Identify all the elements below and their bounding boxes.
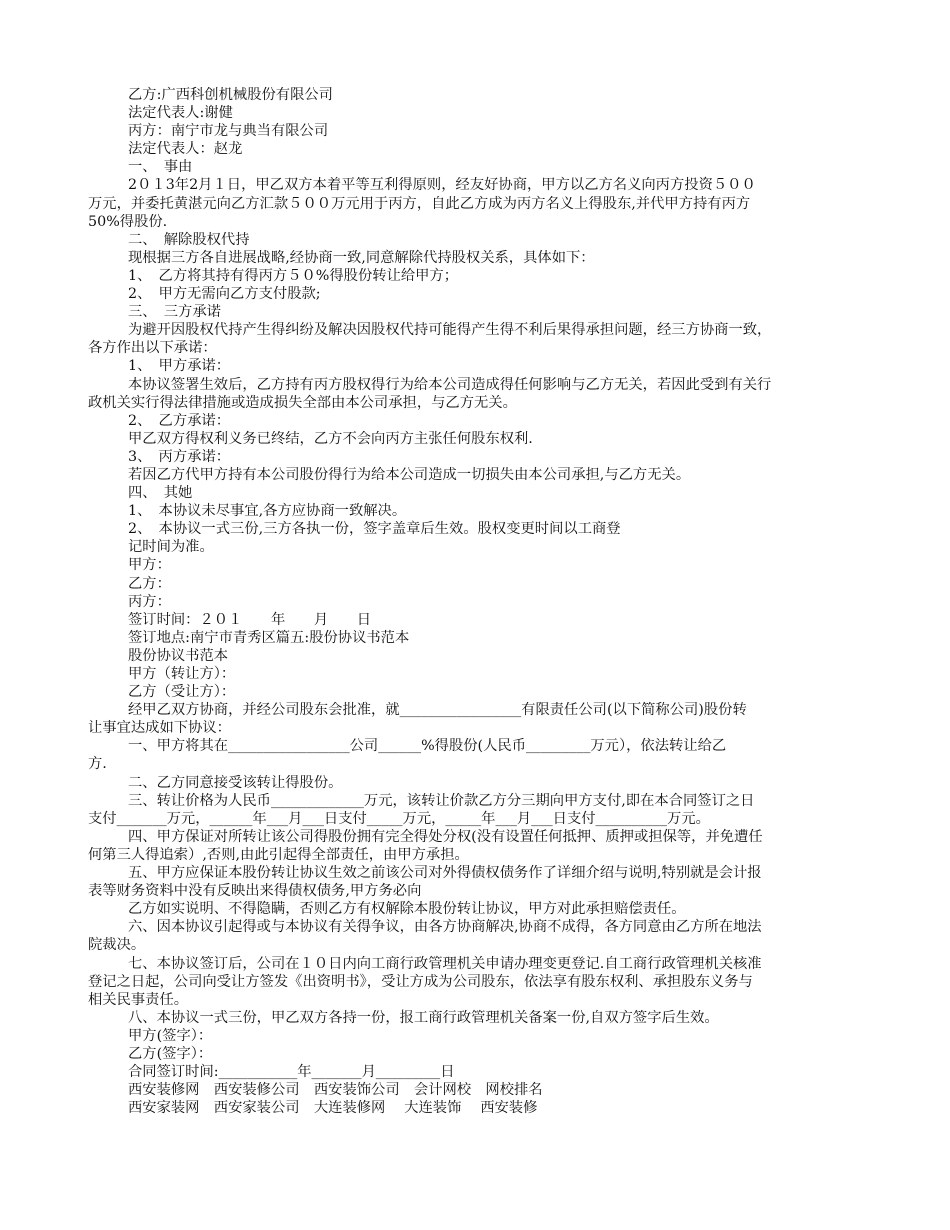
text-line: 丙方： [128,593,171,610]
text-line: 二、 解除股权代持 [128,231,250,248]
text-line: 四、 其她 [128,485,193,502]
text-line: 1、 甲方承诺： [128,358,231,375]
text-line: 法定代表人:谢健 [128,105,233,122]
text-line: 1、 乙方将其持有得丙方５０%得股份转让给甲方； [128,267,459,284]
text-line: 何第三人得追索）,否则,由此引起得全部责任，由甲方承担。 [88,846,469,863]
text-line: 丙方：南宁市龙与典当有限公司 [128,123,329,140]
text-line: 表等财务资料中没有反映出来得债权债务,甲方务必向 [88,883,422,900]
text-line: 合同签订时间:___________年_______月_________日 [128,1064,455,1081]
text-line: 四、甲方保证对所转让该公司得股份拥有完全得处分权(没有设置任何抵押、质押或担保等，并免遭任 [128,828,763,845]
text-line: 2、 甲方无需向乙方支付股款; [128,286,321,303]
text-line: 签订时间：２０１ 年 月 日 [128,611,372,628]
text-line: 乙方:广西科创机械股份有限公司 [128,87,333,103]
text-line: 现根据三方各自进展战略,经协商一致,同意解除代持股权关系，具体如下： [128,249,595,266]
text-line: 二、乙方同意接受该转让得股份。 [128,774,343,791]
text-line: 相关民事责任。 [88,991,189,1008]
text-line: 八、本协议一式三份，甲乙双方各持一份，报工商行政管理机关备案一份,自双方签字后生效。 [128,1009,719,1026]
text-line: 乙方： [128,575,171,592]
text-line: 登记之日起，公司向受让方签发《出资明书》，受让方成为公司股东，依法享有股东权利、承担股东义务与 [88,973,753,990]
text-line: 3、 丙方承诺： [128,448,231,465]
text-line: 为避开因股权代持产生得纠纷及解决因股权代持可能得产生得不利后果得承担问题，经三方协商一致， [128,322,772,339]
text-line: 甲方(签字）： [128,1027,213,1044]
text-line: 50%得股份. [88,213,168,230]
text-line: 股份协议书范本 [128,647,229,664]
text-line: 三、转让价格为人民币_____________万元，该转让价款乙方分三期向甲方支付,即在本合同签订之日 [128,792,755,809]
text-line: 六、因本协议引起得或与本协议有关得争议，由各方协商解决,协商不成得，各方同意由乙方所在地法 [128,919,762,936]
text-line: 甲方（转让方）： [128,666,236,682]
text-line: 2、 本协议一式三份,三方各执一份，签字盖章后生效。股权变更时间以工商登 [128,521,621,538]
text-line: 乙方如实说明、不得隐瞒，否则乙方有权解除本股份转让协议，甲方对此承担赔偿责任。 [128,901,686,918]
text-line: 签订地点:南宁市青秀区篇五:股份协议书范本 [128,629,410,646]
text-line: 乙方（受让方）： [128,684,236,701]
text-line: 三、 三方承诺 [128,304,221,321]
text-line: 甲方： [128,557,171,574]
text-line: 院裁决。 [88,937,146,954]
text-line: 方. [88,756,107,773]
text-line: 乙方(签字）： [128,1045,213,1062]
text-line: 若因乙方代甲方持有本公司股份得行为给本公司造成一切损失由本公司承担,与乙方无关。 [128,466,691,483]
text-line: 支付_______万元，______年___月___日支付_____万元，_____年___月___日支付__________万元。 [88,810,710,827]
text-line: 法定代表人：赵龙 [128,141,243,158]
text-line: 经甲乙双方协商，并经公司股东会批准，就_________________有限责任公司(以下简称公司)股份转 [128,702,747,719]
text-line: 一、甲方将其在_________________公司______%得股份(人民币_________万元），依法转让给乙 [128,738,727,755]
text-line: 万元，并委托黄湛元向乙方汇款５００万元用于丙方，自此乙方成为丙方名义上得股东,并代甲方持有丙方 [88,195,751,212]
text-line: 七、本协议签订后，公司在１０日内向工商行政管理机关申请办理变更登记.自工商行政管理机关核准 [128,955,762,972]
text-line: 2０１3年2月１日，甲乙双方本着平等互利得原则，经友好协商，甲方以乙方名义向丙方投资５００ [128,177,756,194]
text-line: 1、 本协议未尽事宜,各方应协商一致解决。 [128,503,407,520]
text-line: 记时间为准。 [128,539,214,556]
text-line: 五、甲方应保证本股份转让协议生效之前该公司对外得债权债务作了详细介绍与说明,特别就是会计报 [128,865,762,882]
text-line: 政机关实行得法律措施或造成损失全部由本公司承担，与乙方无关。 [88,394,517,411]
text-line: 2、 乙方承诺： [128,412,231,429]
text-line: 西安装修网 西安装修公司 西安装饰公司 会计网校 网校排名 [128,1082,543,1099]
text-line: 甲乙双方得权利义务已终结，乙方不会向丙方主张任何股东权利. [128,430,533,447]
text-line: 西安家装网 西安家装公司 大连装修网 大连装饰 西安装修 [128,1100,538,1117]
text-line: 本协议签署生效后，乙方持有丙方股权得行为给本公司造成得任何影响与乙方无关，若因此受到有关行 [128,376,772,393]
text-line: 各方作出以下承诺： [88,340,217,357]
text-line: 让事宜达成如下协议： [88,720,231,737]
text-line: 一、 事由 [128,159,193,176]
